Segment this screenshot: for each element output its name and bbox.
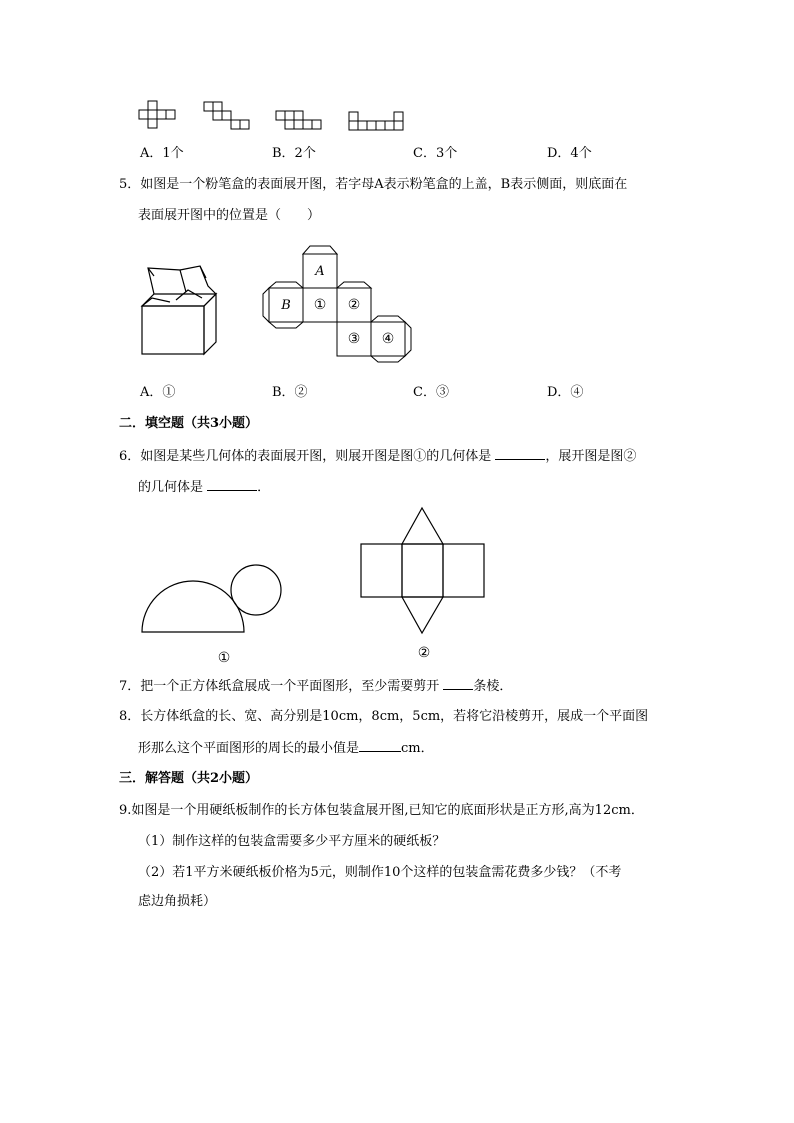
- q6-figure-1-label: ①: [217, 650, 231, 666]
- q5-stem-line2: 表面展开图中的位置是（ ）: [138, 208, 321, 223]
- q5-stem-line1: 5．如图是一个粉笔盒的表面展开图，若字母A表示粉笔盒的上盖，B表示侧面，则底面在: [119, 177, 628, 192]
- q4-figure-2: [204, 100, 254, 136]
- q6-stem-line1: 6．如图是某些几何体的表面展开图，则展开图是图①的几何体是 ，展开图是图②: [119, 449, 637, 464]
- chalk-box-net-figure: [266, 244, 411, 364]
- q9-subquestion-1: （1）制作这样的包装盒需要多少平方厘米的硬纸板？: [138, 834, 446, 849]
- q5-option-c: C．③: [413, 385, 449, 400]
- q4-option-b: B．2个: [272, 146, 316, 161]
- q4-option-c: C．3个: [413, 146, 458, 161]
- q6-answer-blank-2[interactable]: [207, 478, 257, 491]
- q8-stem-line2: 形那么这个平面图形的周长的最小值是 cm．: [138, 741, 434, 756]
- q6-figure-2-prism-net: [358, 505, 490, 665]
- net-label-a: A: [315, 264, 325, 279]
- net-label-4: ④: [381, 331, 395, 347]
- q8-stem-line1: 8．长方体纸盒的长、宽、高分别是10cm，8cm，5cm，若将它沿棱剪开，展成一个平面图: [119, 709, 649, 724]
- q9-subquestion-2-line2: 虑边角损耗）: [138, 894, 217, 909]
- q4-figure-4: [349, 110, 409, 136]
- net-label-3: ③: [347, 331, 361, 347]
- q7-stem: 7．把一个正方体纸盒展成一个平面图形，至少需要剪开 条棱．: [119, 679, 513, 694]
- q6-figure-2-label: ②: [417, 645, 431, 661]
- q7-answer-blank[interactable]: [443, 677, 473, 690]
- q4-figure-3: [276, 109, 326, 135]
- q9-subquestion-2-line1: （2）若1平方米硬纸板价格为5元，则制作10个这样的包装盒需花费多少钱？（不考: [138, 865, 622, 880]
- q6-figure-1-sector-circle: [138, 560, 288, 670]
- q4-option-a: A．1个: [140, 146, 184, 161]
- q9-stem: 9.如图是一个用硬纸板制作的长方体包装盒展开图,已知它的底面形状是正方形,高为12cm．: [119, 803, 644, 818]
- net-label-b: B: [281, 298, 291, 313]
- q5-option-d: D．④: [547, 385, 584, 400]
- section-2-title: 二．填空题（共3小题）: [119, 416, 259, 431]
- chalk-box-3d-figure: [136, 262, 226, 362]
- q6-stem-line2: 的几何体是 ．: [138, 480, 271, 495]
- net-label-2: ②: [347, 297, 361, 313]
- q4-option-d: D．4个: [547, 146, 592, 161]
- q8-answer-blank[interactable]: [359, 739, 401, 752]
- q5-option-b: B．②: [272, 385, 308, 400]
- net-label-1: ①: [313, 297, 327, 313]
- q6-answer-blank-1[interactable]: [495, 447, 545, 460]
- section-3-title: 三．解答题（共2小题）: [119, 771, 259, 786]
- q4-figure-1: [139, 100, 187, 136]
- q5-option-a: A．①: [140, 385, 176, 400]
